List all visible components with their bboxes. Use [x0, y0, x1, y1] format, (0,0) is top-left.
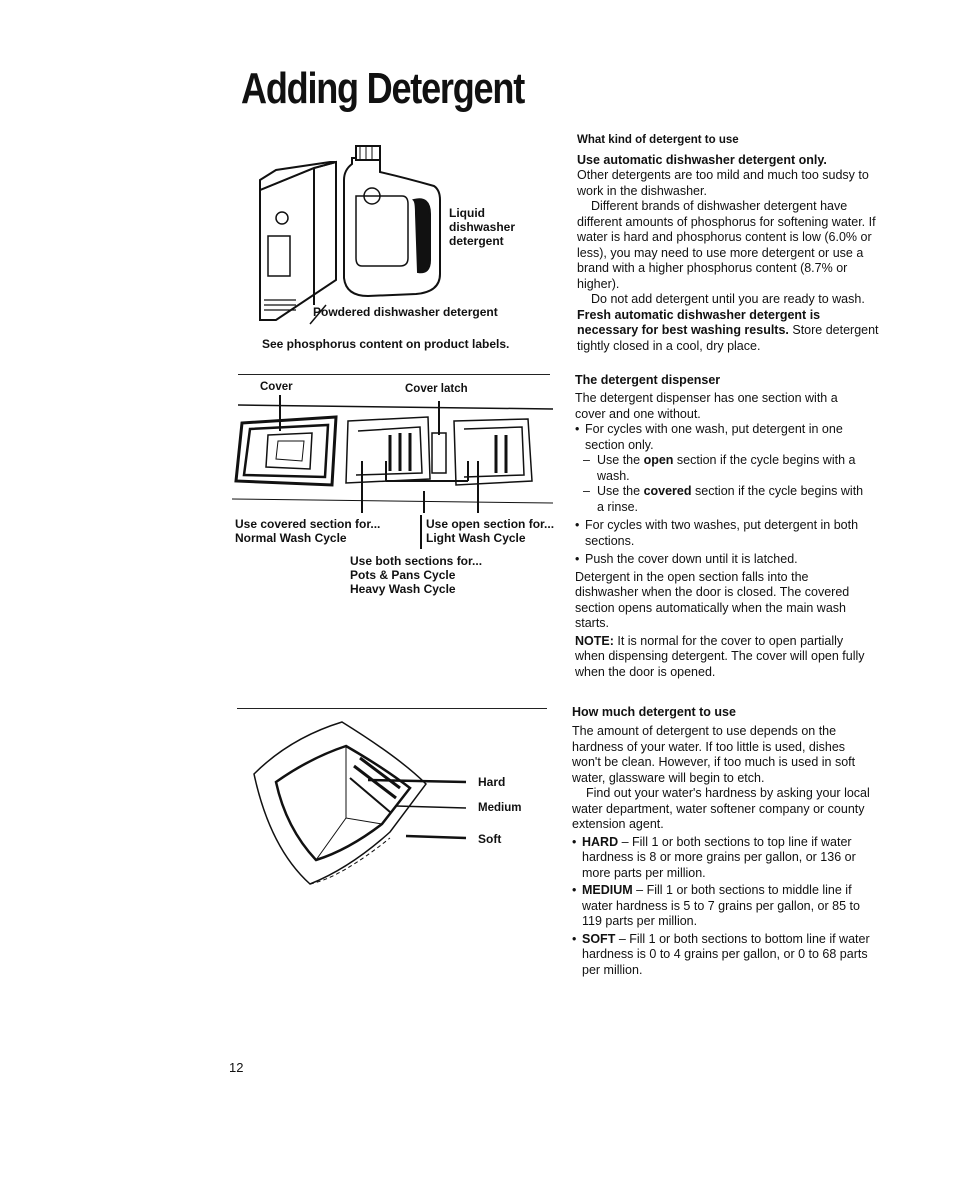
paragraph: Detergent in the open section falls into the dishwasher when the door is closed. The covered section opens automatically when the main wash starts. — [575, 569, 850, 630]
paragraph: The amount of detergent to use depends on the hardness of your water. If too little is used, dishes won't be clean. However, if too much is used in soft water, glassware will begin to etch. — [572, 724, 856, 785]
cover-label: Cover — [260, 381, 293, 393]
list-item: – Use the open section if the cycle begins with a wash. — [575, 453, 865, 484]
covered-section-label: Use covered section for... Normal Wash Cycle — [235, 517, 381, 545]
paragraph: Do not add detergent until you are ready to wash. Fresh automatic dishwasher detergent is necessary for best washing results. Store detergent tightly closed in a cool, dry place. — [577, 292, 879, 353]
paragraph: Other detergents are too mild and much too sudsy to work in the dishwasher. — [577, 168, 869, 198]
note-paragraph: NOTE: It is normal for the cover to open partially when dispensing detergent. The cover will open fully when the door is opened. — [575, 633, 865, 679]
paragraph: Find out your water's hardness by asking your local water department, water softener company or county extension agent. — [572, 786, 870, 831]
fill-level-illustration — [250, 718, 470, 888]
list-item: • Push the cover down until it is latched. — [575, 552, 865, 568]
list-item: • For cycles with two washes, put detergent in both sections. — [575, 518, 865, 549]
paragraph: The detergent dispenser has one section with a cover and one without. — [575, 391, 838, 421]
list-item: • SOFT – Fill 1 or both sections to bottom line if water hardness is 0 to 4 grains per gallon, or 0 to 68 parts per million. — [572, 932, 872, 979]
list-item: • HARD – Fill 1 or both sections to top line if water hardness is 8 or more grains per gallon, or 136 or more parts per million. — [572, 835, 872, 882]
list-item: – Use the covered section if the cycle begins with a rinse. — [575, 484, 865, 515]
both-sections-label: Use both sections for... Pots & Pans Cycle Heavy Wash Cycle — [350, 554, 483, 596]
soft-level-label: Soft — [478, 832, 502, 846]
dispenser-section — [575, 373, 865, 680]
medium-level-label: Medium — [478, 802, 522, 814]
page-number: 12 — [229, 1060, 244, 1075]
detergent-amount-section — [572, 705, 872, 978]
page-title: Adding Detergent — [241, 64, 524, 113]
cover-latch-label: Cover latch — [405, 383, 468, 395]
detergent-containers-illustration — [256, 140, 456, 330]
section-heading: How much detergent to use — [572, 705, 736, 719]
detergent-dispenser-illustration — [228, 395, 558, 520]
section-subheading: Use automatic dishwasher detergent only. — [577, 153, 827, 167]
paragraph: Different brands of dishwasher detergent have different amounts of phosphorus for softening water. If water is hard and phosphorus content is low (6.0% or less), you may need to use more detergent or use a brand with a higher phosphorus content (8.7% or higher). — [577, 199, 876, 291]
powdered-detergent-label: Powdered dishwasher detergent — [313, 305, 498, 319]
open-section-label: Use open section for... Light Wash Cycle — [426, 517, 555, 545]
figure-divider — [238, 374, 550, 375]
section-heading: What kind of detergent to use — [577, 134, 739, 146]
liquid-detergent-label: Liquid dishwasher detergent — [449, 206, 516, 248]
hard-level-label: Hard — [478, 775, 506, 789]
figure-divider — [237, 708, 547, 709]
detergent-type-section — [577, 133, 882, 354]
section-heading: The detergent dispenser — [575, 373, 721, 387]
label-divider — [420, 515, 422, 549]
list-item: • For cycles with one wash, put detergent in one section only. — [575, 422, 865, 453]
phosphorus-caption: See phosphorus content on product labels. — [262, 337, 510, 351]
list-item: • MEDIUM – Fill 1 or both sections to middle line if water hardness is 5 to 7 grains per gallon, or 85 to 119 parts per million. — [572, 883, 872, 930]
